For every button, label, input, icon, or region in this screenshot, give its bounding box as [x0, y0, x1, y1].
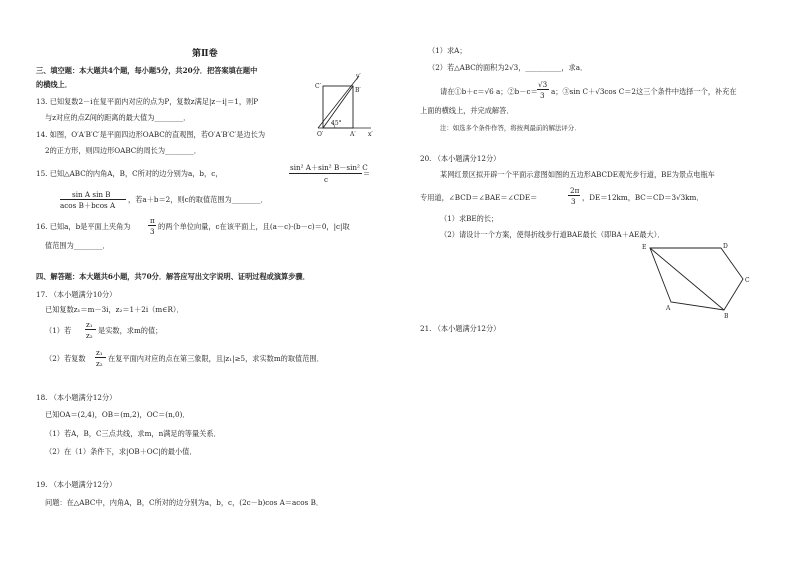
q20-figure [642, 243, 754, 320]
q15-line2: ，若a＋b＝2，则c的取值范围为________． [128, 195, 268, 204]
q14-label-o: O′ [317, 131, 324, 138]
q19-part2: （2）若△ABC的面积为2√3，__________，求a． [428, 63, 588, 72]
q15-line1: 15. 已知△ABC的内角A，B，C所对的边分别为a，b，c， [36, 169, 223, 178]
section3-heading-cont: 的横线上． [36, 80, 72, 89]
q14-label-y: y′ [356, 73, 361, 80]
q20-head: 20. （本小题满分12分） [420, 154, 501, 163]
q18-part1: （1）若A，B，C三点共线，求m，n满足的等量关系． [45, 429, 221, 438]
q17-part1-bar [85, 329, 96, 330]
q20-label-a: A [666, 305, 671, 312]
q19-part1: （1）求A； [428, 46, 467, 55]
q15-frac1-bar [289, 173, 362, 174]
q16-line1-a: 16. 已知a，b是平面上夹角为 [36, 222, 131, 231]
q16-line2: 值范围为________． [45, 241, 110, 250]
q13-line1: 13. 已知复数2－i在复平面内对应的点为P，复数z满足|z－i|＝1，则P [36, 97, 259, 106]
q17-line1: 已知复数z₁＝m－3i，z₂＝1＋2i（m∈R）． [45, 305, 184, 314]
q15-eq: ＝ [363, 169, 371, 178]
q19-fill-line: 上面的横线上，并完成解答． [420, 106, 514, 115]
q15-frac1-den: c [324, 175, 329, 184]
q21-head: 21. （本小题满分12分） [420, 324, 501, 333]
q19-choice-num: √3 [538, 80, 548, 89]
q16-frac-num: π [150, 216, 155, 225]
q17-part2-bar [95, 357, 106, 358]
q17-part1-a: （1）若 [45, 326, 72, 335]
q17-part1-num: z₁ [86, 320, 93, 329]
q20-line1: 某网红景区拟开辟一个平面示意图如图的五边形ABCDE观光步行道，BE为景点电瓶车 [440, 170, 715, 179]
q13-line2: 与z对应的点Z间的距离的最大值为________． [45, 113, 191, 122]
q19-choice-den: 3 [540, 91, 545, 100]
q19-note: 注：如选多个条件作答，将按判最前的解法评分． [440, 124, 581, 132]
q17-part2-num: z₁ [96, 348, 103, 357]
q14-line1: 14. 如图，O′A′B′C′是平面四边形OABC的直观图，若O′A′B′C′是边长为 [36, 130, 266, 139]
part-title: 第Ⅱ卷 [192, 49, 218, 59]
q20-line2-a: 专用道，∠BCD＝∠BAE＝∠CDE＝ [420, 193, 538, 202]
q14-label-b: B′ [355, 87, 361, 94]
q16-line1-b: 的两个单位向量，c在该平面上，且(a－c)·(b－c)＝0，|c|取 [158, 222, 350, 231]
q19-head: 19. （本小题满分12分） [36, 480, 117, 489]
q17-part2-den: z₂ [96, 359, 103, 368]
q14-figure [313, 73, 373, 138]
q20-part1: （1）求BE的长； [440, 214, 499, 223]
section3-heading: 三、填空题：本大题共4个题，每小题5分，共20分．把答案填在题中 [36, 66, 258, 75]
q17-part2-a: （2）若复数 [45, 354, 86, 363]
q17-part1-den: z₂ [86, 331, 93, 340]
q18-head: 18. （本小题满分12分） [36, 393, 117, 402]
q16-frac-den: 3 [150, 227, 155, 236]
q15-frac1-num: sin² A＋sin² B－sin² C [290, 163, 368, 172]
q19-choice-bar [537, 89, 549, 90]
q15-frac2-num: sin A sin B [72, 190, 111, 199]
q20-frac-bar [568, 195, 580, 196]
q20-frac-den: 3 [571, 197, 576, 206]
q20-label-e: E [642, 244, 647, 251]
q20-label-d: D [723, 243, 728, 250]
q17-part1-b: 是实数，求m的值； [98, 326, 163, 335]
q15-frac2-den: acos B＋bcos A [60, 201, 116, 210]
q17-head: 17. （本小题满分10分） [36, 290, 117, 299]
q20-line2-b: ，DE＝12km，BC＝CD＝3√3km． [582, 193, 704, 202]
q14-line2: 2的正方形，则四边形OABC的周长为________． [45, 146, 201, 155]
q19-line1: 问题：在△ABC中，内角A，B，C所对的边分别为a，b，c，(2c－b)cos A＝acos B． [45, 498, 324, 507]
q19-choice-a: 请在①b＋c＝√6 a；②b－c＝ [440, 87, 538, 96]
q14-label-x: x′ [368, 131, 373, 138]
q17-part2-b: 在复平面内对应的点在第三象限，且|z₁|≥5，求实数m的取值范围． [108, 354, 324, 363]
q19-choice-b: a；③sin C＋√3cos C＝2这三个条件中选择一个，补充在 [551, 87, 737, 96]
q20-part2: （2）请设计一个方案，使得折线步行道BAE最长（即BA＋AE最大）． [440, 230, 665, 239]
section4-heading: 四、解答题：本大题共6小题，共70分．解答应写出文字说明、证明过程或演算步骤． [36, 272, 310, 281]
q18-part2: （2）在（1）条件下，求|OB＋OC|的最小值． [45, 447, 197, 456]
q20-label-b: B [724, 313, 729, 320]
q14-angle: 45° [331, 120, 342, 127]
q18-line1: 已知OA＝(2,4)，OB＝(m,2)，OC＝(n,0)． [45, 410, 190, 419]
q20-label-c: C [745, 277, 750, 284]
q16-frac-bar [148, 225, 156, 226]
q14-label-a: A′ [350, 131, 356, 138]
q14-label-c: C′ [315, 83, 321, 90]
q15-frac2-bar [60, 199, 126, 200]
q20-frac-num: 2π [570, 186, 580, 195]
